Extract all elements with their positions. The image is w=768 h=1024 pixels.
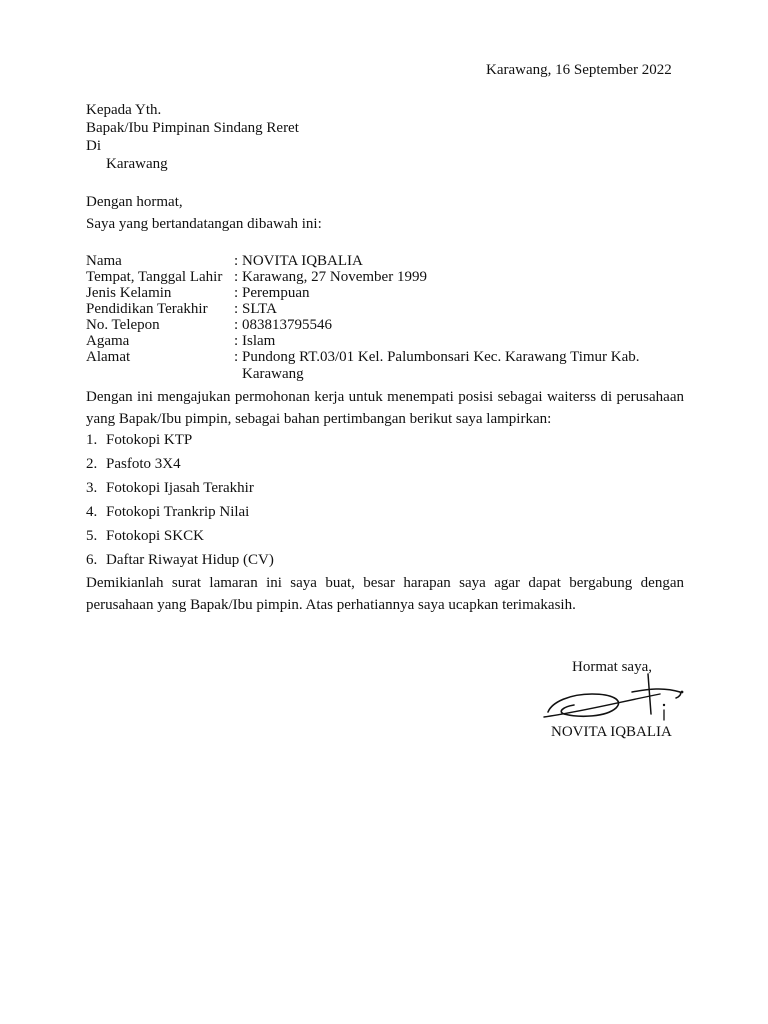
list-item xyxy=(86,504,274,528)
detail-value: NOVITA IQBALIA xyxy=(242,253,363,269)
detail-value: 083813795546 xyxy=(242,317,332,333)
detail-value: Karawang, 27 November 1999 xyxy=(242,269,427,285)
closing-paragraph: Demikianlah surat lamaran ini saya buat, besar harapan saya agar dapat bergabung dengan perusahaan yang Bapak/Ibu pimpin. Atas perhatiannya saya ucapkan terimakasih. xyxy=(86,575,684,613)
detail-separator: : xyxy=(234,285,239,301)
detail-label: Pendidikan Terakhir xyxy=(86,301,208,317)
application-paragraph: Dengan ini mengajukan permohonan kerja untuk menempati posisi sebagai waiterss di perusahaan yang Bapak/Ibu pimpin, sebagai bahan pertimbangan berikut saya lampirkan: xyxy=(86,389,684,427)
greeting: Dengan hormat, xyxy=(86,194,183,210)
detail-label: Jenis Kelamin xyxy=(86,285,172,301)
detail-value: SLTA xyxy=(242,301,277,317)
detail-separator: : xyxy=(234,301,239,317)
recipient-line: Karawang xyxy=(106,156,168,172)
recipient-line: Bapak/Ibu Pimpinan Sindang Reret xyxy=(86,120,299,136)
signature-image xyxy=(540,672,690,724)
list-text: Fotokopi Ijasah Terakhir xyxy=(106,480,254,496)
attachment-list xyxy=(86,432,274,576)
recipient-line: Di xyxy=(86,138,101,154)
detail-value: Islam xyxy=(242,333,276,349)
intro-text: Saya yang bertandatangan dibawah ini: xyxy=(86,216,322,232)
detail-label: Alamat xyxy=(86,349,131,365)
list-text: Pasfoto 3X4 xyxy=(106,456,181,472)
detail-label: No. Telepon xyxy=(86,317,160,333)
list-text: Daftar Riwayat Hidup (CV) xyxy=(106,552,274,568)
detail-separator: : xyxy=(234,317,239,333)
detail-label: Agama xyxy=(86,333,130,349)
closing-salutation: Hormat saya, xyxy=(572,659,652,675)
list-item xyxy=(86,456,274,480)
detail-separator: : xyxy=(234,269,239,285)
list-number: 4. xyxy=(86,504,98,520)
detail-separator: : xyxy=(234,253,239,269)
detail-label: Tempat, Tanggal Lahir xyxy=(86,269,223,285)
list-number: 2. xyxy=(86,456,98,472)
detail-separator: : xyxy=(234,333,239,349)
detail-label: Nama xyxy=(86,253,122,269)
detail-separator: : xyxy=(234,349,239,365)
recipient-block xyxy=(86,102,299,174)
signer-name: NOVITA IQBALIA xyxy=(551,724,672,740)
list-text: Fotokopi SKCK xyxy=(106,528,204,544)
list-item xyxy=(86,480,274,504)
detail-value: Pundong RT.03/01 Kel. Palumbonsari Kec. Karawang Timur Kab. Karawang xyxy=(242,349,640,382)
letter-date: Karawang, 16 September 2022 xyxy=(486,62,672,78)
list-item xyxy=(86,528,274,552)
list-number: 1. xyxy=(86,432,98,448)
detail-value: Perempuan xyxy=(242,285,310,301)
list-text: Fotokopi KTP xyxy=(106,432,193,448)
list-text: Fotokopi Trankrip Nilai xyxy=(106,504,250,520)
list-number: 5. xyxy=(86,528,98,544)
list-item xyxy=(86,432,274,456)
list-number: 3. xyxy=(86,480,98,496)
list-number: 6. xyxy=(86,552,98,568)
recipient-line: Kepada Yth. xyxy=(86,102,162,118)
